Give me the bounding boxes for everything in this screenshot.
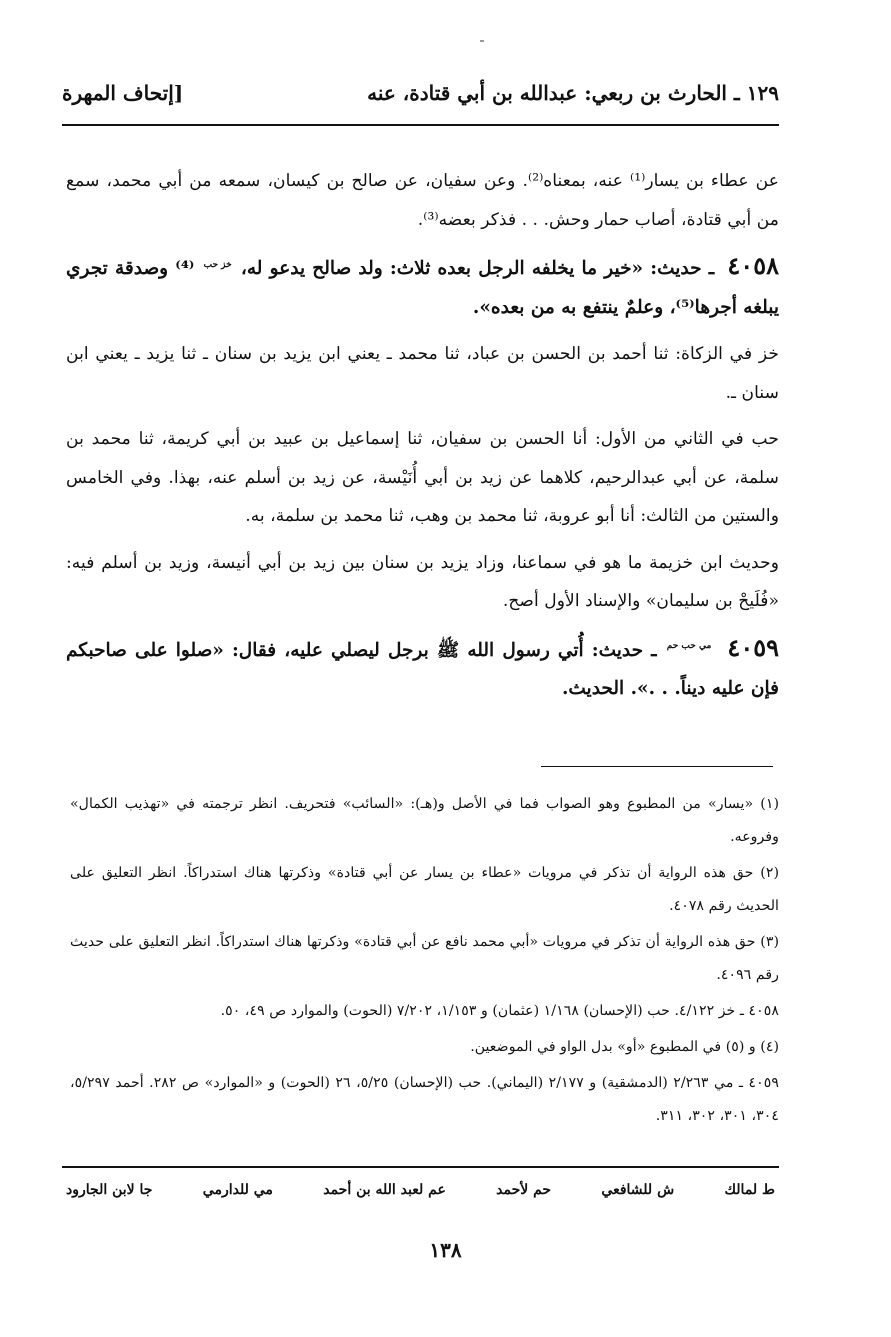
- hadith-text-b: ⁽⁴⁾ وصدقة تجري يبلغه أجرها⁽⁵⁾، وعلمٌ ينتفع به من بعده».: [66, 258, 779, 318]
- header-divider: [62, 124, 779, 126]
- hadith-4058: [66, 247, 779, 327]
- isnad-comment: وحديث ابن خزيمة ما هو في سماعنا، وزاد يزيد بن سنان بين زيد بن أبي أنيسة، وزيد بن أسلم فيه: «فُلَيحْ بن سليمان» والإسناد الأول أصح.: [66, 552, 779, 611]
- footnote: (٢) حق هذه الرواية أن تذكر في مرويات «عطاء بن يسار عن أبي قتادة» وذكرتها هناك استدراكاً. انظر التعليق على الحديث رقم ٤٠٧٨.: [70, 865, 779, 914]
- hadith-number: ٤٠٥٩: [727, 632, 779, 662]
- running-title: ١٢٩ ـ الحارث بن ربعي: عبدالله بن أبي قتادة، عنه: [367, 81, 779, 105]
- scan-speck: [480, 40, 484, 42]
- legend-item: حم لأحمد: [496, 1182, 552, 1198]
- hadith-number: ٤٠٥٨: [727, 251, 779, 280]
- legend-item: ش للشافعي: [601, 1182, 675, 1198]
- isnad-ibn-khuzayma: خز في الزكاة: ثنا أحمد بن الحسن بن عباد، ثنا محمد ـ يعني ابن يزيد بن سنان ـ ثنا يزيد ـ يعني ابن سنان ـ.: [66, 344, 779, 403]
- footnote-divider: [541, 766, 773, 767]
- footnote: (١) «يسار» من المطبوع وهو الصواب فما في الأصل و(هـ): «السائب» فتحريف. انظر ترجمته في «تهذيب الكمال» وفروعه.: [70, 796, 779, 845]
- legend-item: جا لابن الجارود: [66, 1182, 153, 1198]
- footnote: (٣) حق هذه الرواية أن تذكر في مرويات «أبي محمد نافع عن أبي قتادة» وذكرتها هناك استدراكاً. انظر التعليق على حديث رقم ٤٠٩٦.: [70, 934, 779, 983]
- hadith-text: ـ حديث: أُتي رسول الله ﷺ برجل ليصلي عليه، فقال: «صلوا على صاحبكم فإن عليه ديناً. . .». الحديث.: [66, 639, 779, 699]
- main-text: [66, 162, 779, 717]
- legend-item: مي للدارمي: [202, 1182, 273, 1198]
- legend-divider: [62, 1166, 779, 1168]
- legend-item: ط لمالك: [724, 1182, 775, 1198]
- paragraph-continuation: عن عطاء بن يسار⁽¹⁾ عنه، بمعناه⁽²⁾. وعن سفيان، عن صالح بن كيسان، سمعه من أبي محمد، سمع من أبي قتادة، أصاب حمار وحش. . . فذكر بعضه⁽³⁾.: [66, 171, 779, 230]
- page-number: ١٣٨: [429, 1238, 462, 1262]
- footnotes: [70, 788, 779, 1136]
- isnad-ibn-hibban: حب في الثاني من الأول: أنا الحسن بن سفيان، ثنا إسماعيل بن عبيد بن أبي كريمة، ثنا محمد بن سلمة، عن أبي عبدالرحيم، كلاهما عن زيد بن أبي أُنَيْسة، عن زيد بن أسلم عنه، بهذا. وفي الخامس والستين من الثالث: أنا أبو عروبة، ثنا محمد بن وهب، ثنا محمد بن سلمة، به.: [66, 429, 779, 526]
- source-sigla: خز حب: [203, 259, 232, 270]
- page-header: [62, 76, 779, 110]
- footnote: (٤) و (٥) في المطبوع «أو» بدل الواو في الموضعين.: [470, 1039, 779, 1055]
- abbreviation-legend: [66, 1182, 775, 1198]
- hadith-text-a: ـ حديث: «خير ما يخلفه الرجل بعده ثلاث: ولد صالح يدعو له،: [240, 258, 715, 279]
- book-title: [إتحاف المهرة: [62, 81, 184, 105]
- footnote: ٤٠٥٨ ـ خز ٤/١٢٢. حب (الإحسان) ١/١٦٨ (عثمان) و ١/١٥٣، ٧/٢٠٢ (الحوت) والموارد ص ٤٩، ٥٠.: [220, 1003, 779, 1019]
- footnote: ٤٠٥٩ ـ مي ٢/٢٦٣ (الدمشقية) و ٢/١٧٧ (اليماني). حب (الإحسان) ٥/٢٥، ٢٦ (الحوت) و «الموارد» ص ٢٨٢. أحمد ٥/٢٩٧، ٣٠٤، ٣٠١، ٣٠٢، ٣١١.: [70, 1075, 780, 1124]
- source-sigla: مي حب حم: [666, 641, 712, 652]
- hadith-4059: [66, 629, 779, 709]
- legend-item: عم لعبد الله بن أحمد: [323, 1182, 446, 1198]
